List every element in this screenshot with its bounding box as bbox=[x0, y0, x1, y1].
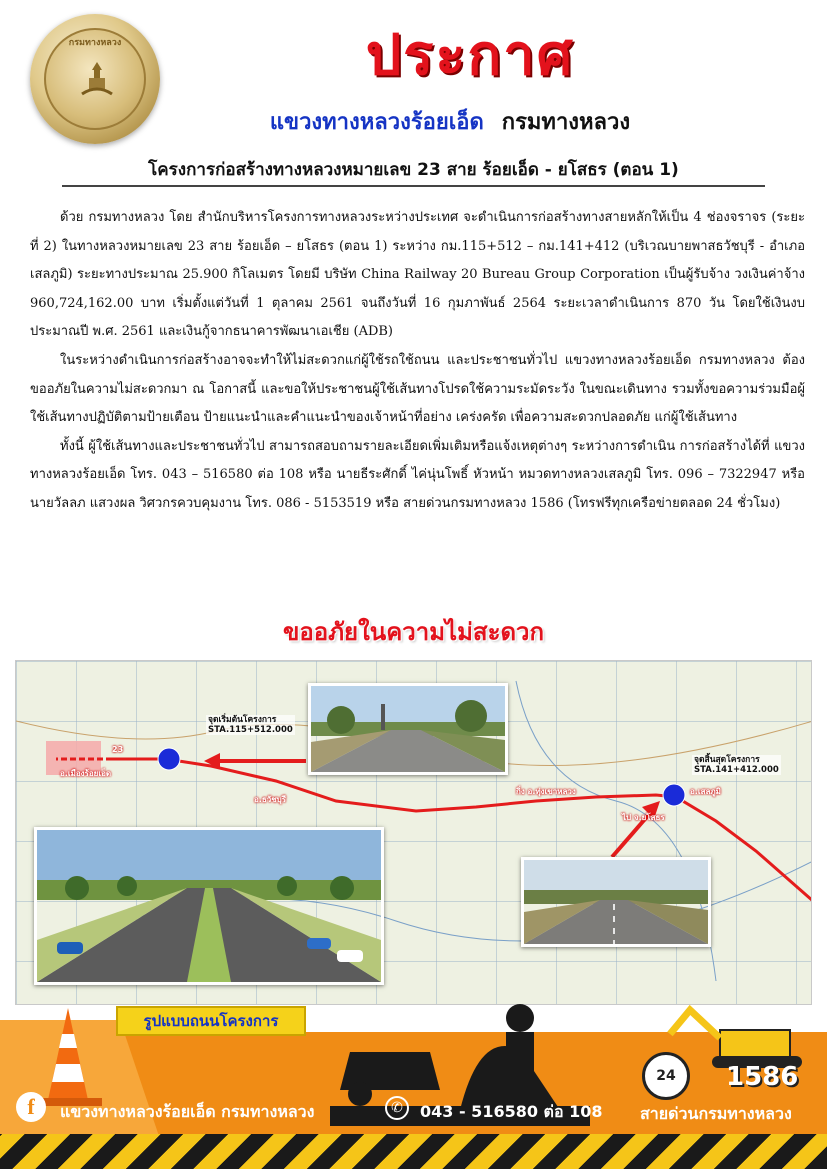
phone-number[interactable]: 043 - 516580 ต่อ 108 bbox=[420, 1102, 603, 1121]
road-design-render bbox=[34, 827, 384, 985]
department-seal bbox=[30, 14, 160, 144]
end-point-title: จุดสิ้นสุดโครงการ bbox=[694, 755, 760, 765]
office-name: แขวงทางหลวงร้อยเอ็ด bbox=[269, 110, 484, 135]
phone-icon: ✆ bbox=[385, 1096, 409, 1120]
facebook-page-name[interactable]: แขวงทางหลวงร้อยเอ็ด กรมทางหลวง bbox=[60, 1102, 315, 1121]
hotline-24-icon: 24 bbox=[642, 1052, 690, 1100]
town-thung: กิ่ง อ.ทุ่งเขาหลวง bbox=[516, 787, 576, 796]
town-thawat: อ.ธวัชบุรี bbox=[254, 795, 287, 804]
end-site-photo bbox=[521, 857, 711, 947]
town-roiet: อ.เมืองร้อยเอ็ด bbox=[60, 769, 112, 778]
apology-heading: ขออภัยในความไม่สะดวก bbox=[282, 618, 545, 646]
issuing-office bbox=[215, 104, 685, 139]
paragraph-contact: ทั้งนี้ ผู้ใช้เส้นทางและประชาชนทั่วไป สามารถสอบถามรายละเอียดเพิ่มเติมหรือแจ้งเหตุต่างๆ ระหว่างการดำเนิน การก่อสร้างได้ที่ แขวงทางหลวงร้อยเอ็ด โทร. 043 – 516580 ต่อ 108 หรือ นายธีระศักดิ์ ไค่นุ่นโพธิ์ หัวหน้า หมวดทางหลวงเสลภูมิ โทร. 096 – 7322947 หรือ นายวัลลภ แสวงผล วิศวกรควบคุมงาน โทร. 086 - 5153519 หรือ สายด่วนกรมทางหลวง 1586 (โทรฟรีทุกเครือข่ายตลอด 24 ชั่วโมง) bbox=[30, 438, 805, 511]
start-marker bbox=[158, 748, 180, 770]
start-point-title: จุดเริ่มต้นโครงการ bbox=[208, 715, 277, 725]
announcement-body bbox=[30, 204, 805, 519]
facebook-icon[interactable]: f bbox=[16, 1092, 46, 1122]
project-map bbox=[15, 660, 812, 1005]
hazard-stripe bbox=[0, 1134, 827, 1169]
route-number: 23 bbox=[112, 745, 124, 754]
end-point-station: STA.141+412.000 bbox=[694, 765, 779, 775]
project-heading: โครงการก่อสร้างทางหลวงหมายเลข 23 สาย ร้อยเอ็ด - ยโสธร (ตอน 1) bbox=[148, 160, 679, 180]
end-marker bbox=[663, 784, 685, 806]
announcement-title: ประกาศ bbox=[365, 23, 575, 88]
paragraph-apology: ในระหว่างดำเนินการก่อสร้างอาจจะทำให้ไม่สะดวกแก่ผู้ใช้รถใช้ถนน และประชาชนทั่วไป แขวงทางหลวงร้อยเอ็ด กรมทางหลวง ต้องขออภัยในความไม่สะดวกมา ณ โอกาสนี้ และขอให้ประชาชนผู้ใช้เส้นทางโปรดใช้ความระมัดระวัง ในขณะเดินทาง รวมทั้งขอความร่วมมือผู้ใช้เส้นทางปฏิบัติตามป้ายเตือน ป้ายแนะนำและคำแนะนำของเจ้าหน้าที่อย่าง เคร่งครัด เพื่อความสะดวกปลอดภัย แก่ผู้ใช้เส้นทาง bbox=[30, 352, 805, 426]
start-point-station: STA.115+512.000 bbox=[208, 725, 293, 735]
to-yasothon: ไป จ.ยโสธร bbox=[622, 813, 665, 822]
department-name: กรมทางหลวง bbox=[501, 110, 631, 135]
seal-emblem-icon bbox=[80, 60, 114, 100]
hotline-label: สายด่วนกรมทางหลวง bbox=[640, 1104, 792, 1123]
town-selaphum: อ.เสลภูมิ bbox=[690, 787, 721, 796]
seal-inner bbox=[44, 28, 146, 130]
start-site-photo bbox=[308, 683, 508, 775]
seal-text: กรมทางหลวง bbox=[68, 38, 122, 48]
start-point-label bbox=[206, 715, 295, 735]
hotline-number[interactable]: 1586 bbox=[726, 1062, 799, 1092]
heading-underline bbox=[62, 185, 765, 187]
end-point-label bbox=[692, 755, 781, 775]
road-design-caption: รูปแบบถนนโครงการ bbox=[116, 1006, 306, 1036]
paragraph-project-details: ด้วย กรมทางหลวง โดย สำนักบริหารโครงการทางหลวงระหว่างประเทศ จะดำเนินการก่อสร้างทางสายหลักให้เป็น 4 ช่องจราจร (ระยะที่ 2) ในทางหลวงหมายเลข 23 สาย ร้อยเอ็ด – ยโสธร (ตอน 1) ระหว่าง กม.115+512 – กม.141+412 (บริเวณบายพาสธวัชบุรี - อำเภอเสลภูมิ) ระยะทางประมาณ 25.900 กิโลเมตร โดยมี บริษัท China Railway 20 Bureau Group Corporation เป็นผู้รับจ้าง วงเงินค่าจ้าง 960,724,162.00 บาท เริ่มตั้งแต่วันที่ 1 ตุลาคม 2561 จนถึงวันที่ 16 กุมภาพันธ์ 2564 ระยะเวลาดำเนินการ 870 วัน โดยใช้เงินงบประมาณปี พ.ศ. 2561 และเงินกู้จากธนาคารพัฒนาเอเชีย (ADB) bbox=[30, 210, 805, 340]
